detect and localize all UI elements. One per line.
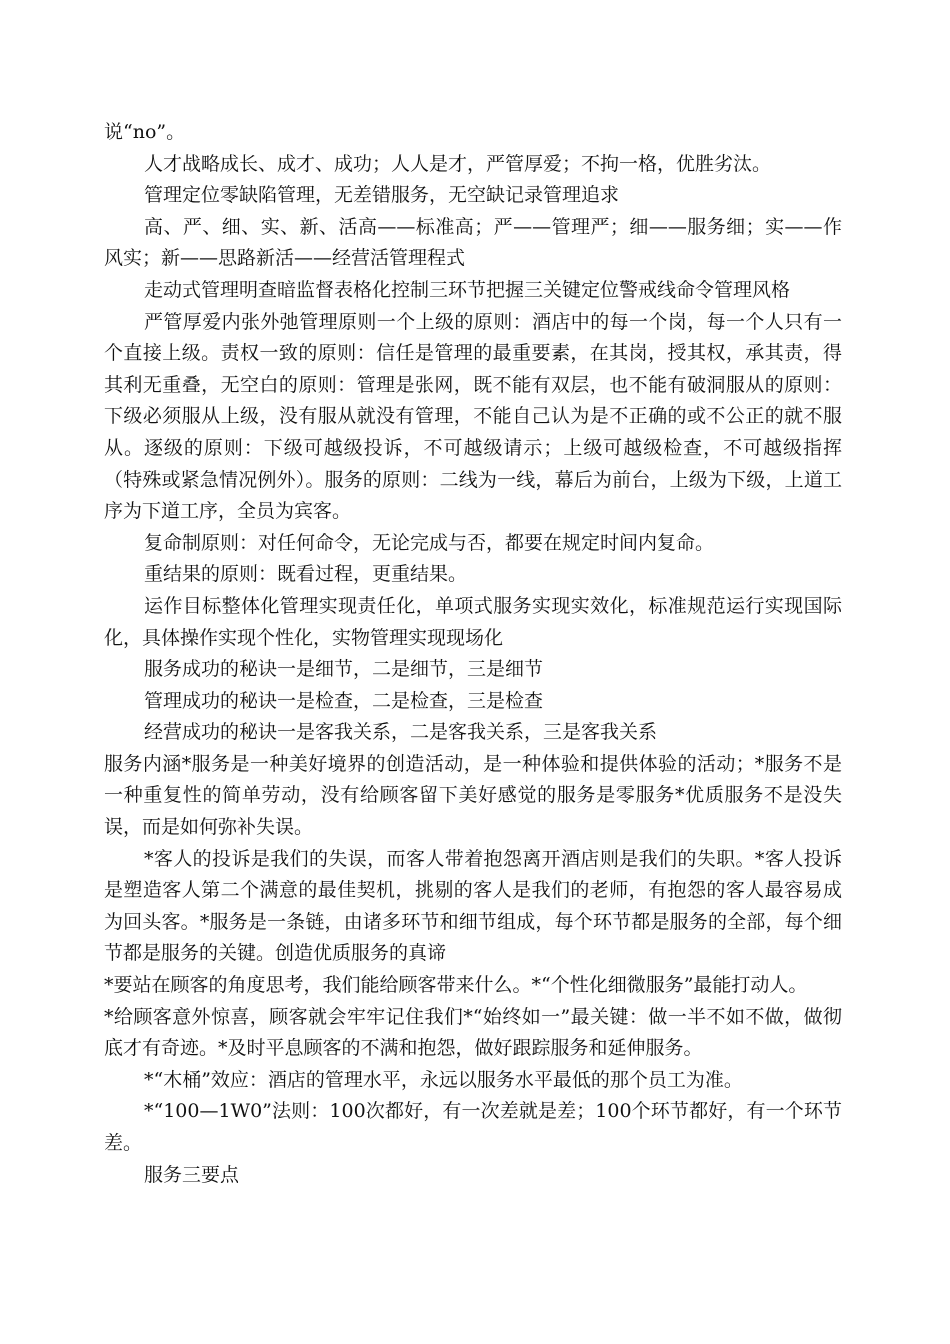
paragraph: 服务内涵*服务是一种美好境界的创造活动，是一种体验和提供体验的活动；*服务不是一种重复性的简单劳动，没有给顾客留下美好感觉的服务是零服务*优质服务不是没失误，而是如何弥补失误。 bbox=[104, 752, 842, 839]
paragraph: 复命制原则：对任何命令，无论完成与否，都要在规定时间内复命。 bbox=[144, 531, 715, 554]
paragraph: 走动式管理明查暗监督表格化控制三环节把握三关键定位警戒线命令管理风格 bbox=[144, 278, 791, 301]
paragraph: 服务成功的秘诀一是细节，二是细节，三是细节 bbox=[144, 658, 544, 681]
paragraph: *“木桶”效应：酒店的管理水平，永远以服务水平最低的那个员工为准。 bbox=[144, 1068, 743, 1091]
paragraph: 管理成功的秘诀一是检查，二是检查，三是检查 bbox=[144, 689, 544, 712]
paragraph: 人才战略成长、成才、成功；人人是才，严管厚爱；不拘一格，优胜劣汰。 bbox=[144, 152, 772, 175]
paragraph: *客人的投诉是我们的失误，而客人带着抱怨离开酒店则是我们的失职。*客人投诉是塑造客人第二个满意的最佳契机，挑剔的客人是我们的老师，有抱怨的客人最容易成为回头客。*服务是一条链，由诸多环节和细节组成，每个环节都是服务的全部，每个细节都是服务的关键。创造优质服务的真谛 bbox=[104, 847, 842, 965]
paragraph: 重结果的原则：既看过程，更重结果。 bbox=[144, 563, 468, 586]
paragraph: 运作目标整体化管理实现责任化，单项式服务实现实效化，标准规范运行实现国际化，具体操作实现个性化，实物管理实现现场化 bbox=[104, 594, 842, 649]
paragraph: *给顾客意外惊喜，顾客就会牢牢记住我们*“始终如一”最关键：做一半不如不做，做彻底才有奇迹。*及时平息顾客的不满和抱怨，做好跟踪服务和延伸服务。 bbox=[104, 1005, 842, 1060]
paragraph: 严管厚爱内张外弛管理原则一个上级的原则：酒店中的每一个岗，每一个人只有一个直接上级。责权一致的原则：信任是管理的最重要素，在其岗，授其权，承其责，得其利无重叠，无空白的原则：管理是张网，既不能有双层，也不能有破洞服从的原则：下级必须服从上级，没有服从就没有管理，不能自己认为是不正确的或不公正的就不服从。逐级的原则：下级可越级投诉，不可越级请示；上级可越级检查，不可越级指挥（特殊或紧急情况例外）。服务的原则：二线为一线，幕后为前台，上级为下级，上道工序为下道工序，全员为宾客。 bbox=[104, 310, 842, 523]
paragraph: 经营成功的秘诀一是客我关系，二是客我关系，三是客我关系 bbox=[144, 721, 658, 744]
paragraph: *要站在顾客的角度思考，我们能给顾客带来什么。*“个性化细微服务”最能打动人。 bbox=[104, 974, 808, 997]
paragraph: 高、严、细、实、新、活高——标准高；严——管理严；细——服务细；实——作风实；新——思路新活——经营活管理程式 bbox=[104, 215, 842, 270]
section-heading: 服务三要点 bbox=[144, 1163, 240, 1186]
paragraph: 说“no”。 bbox=[104, 121, 186, 143]
paragraph: 管理定位零缺陷管理，无差错服务，无空缺记录管理追求 bbox=[144, 184, 620, 207]
paragraph: *“100—1W0”法则：100次都好，有一次差就是差；100个环节都好，有一个环节差。 bbox=[104, 1100, 842, 1154]
